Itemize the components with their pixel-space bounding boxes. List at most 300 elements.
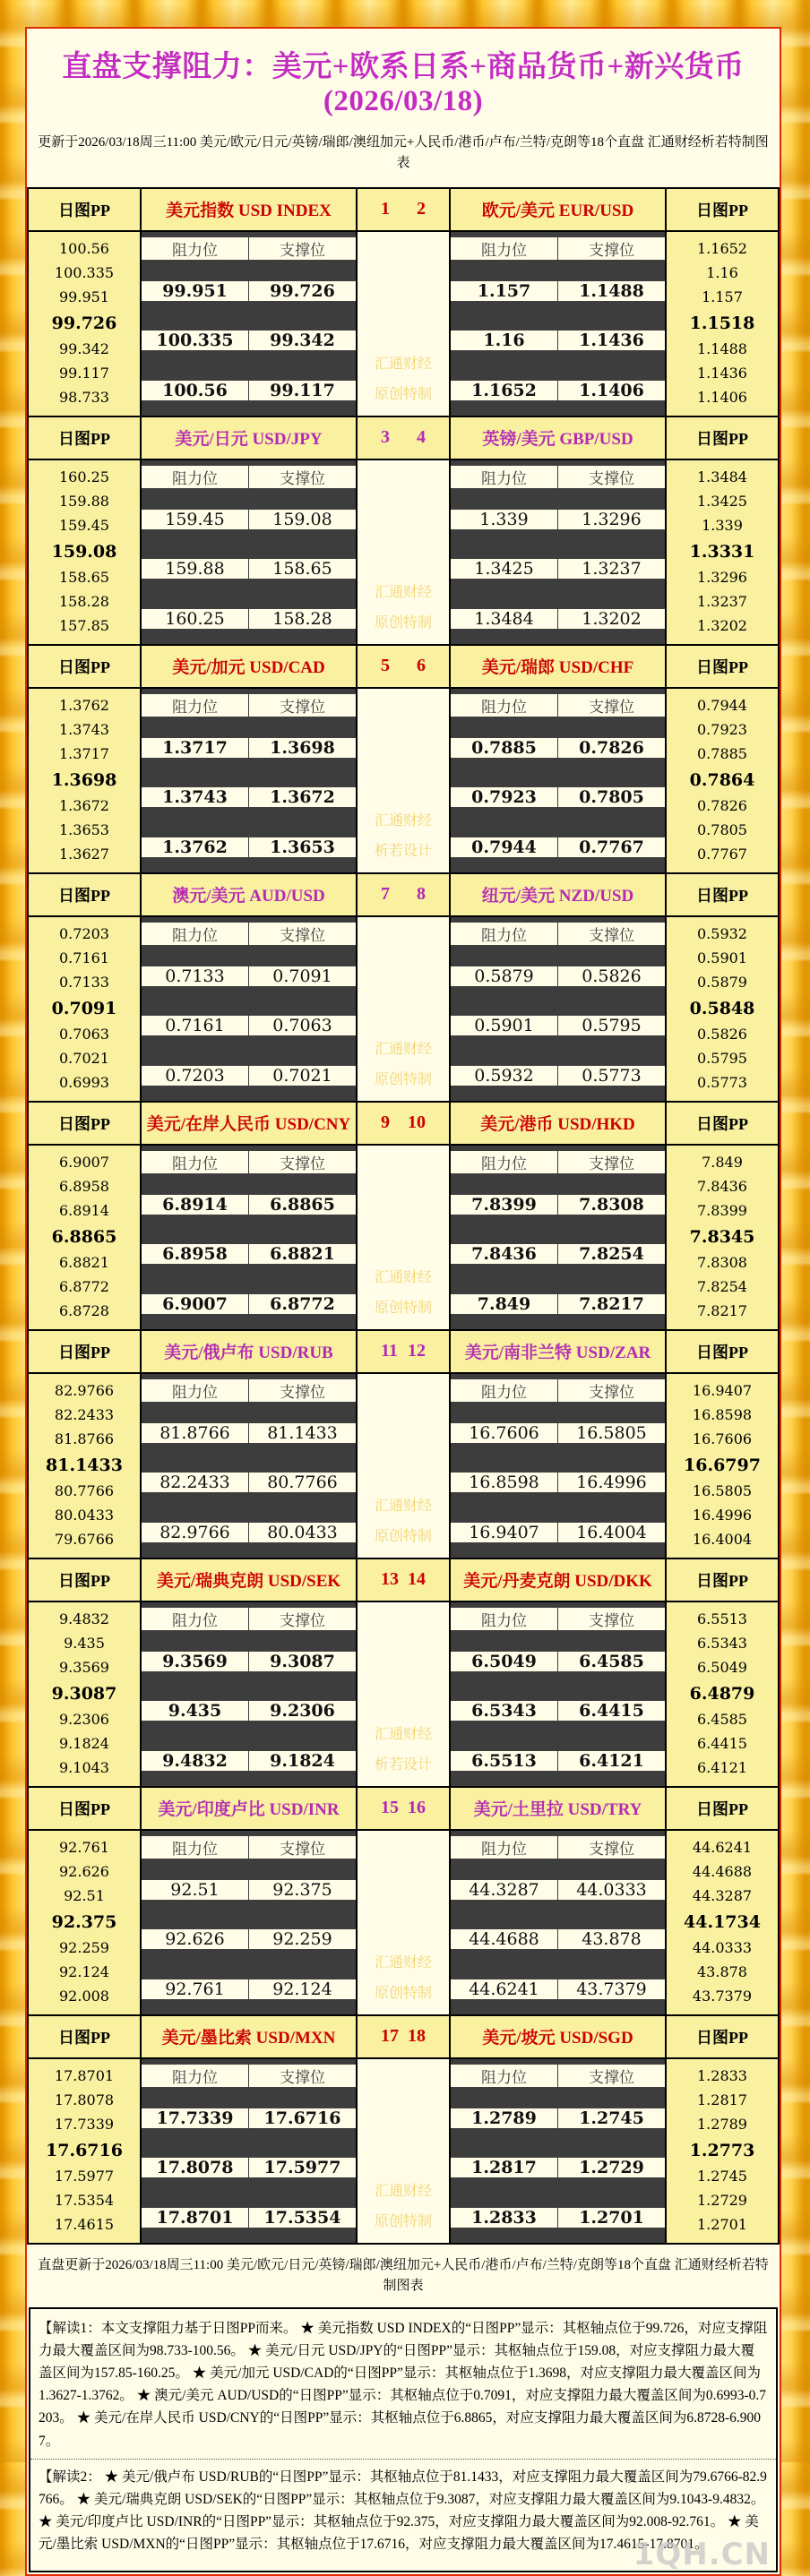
currency-pair-block xyxy=(29,1559,778,1786)
pp-value: 1.3672 xyxy=(59,796,109,814)
support-header: 支撑位 xyxy=(249,694,356,717)
pp-value: 0.5826 xyxy=(697,1025,747,1043)
resistance-value: 1.3743 xyxy=(142,787,248,807)
support-value: 16.5805 xyxy=(558,1423,665,1443)
watermark-line: 原创特制 xyxy=(374,1528,432,1544)
pp-value: 6.8728 xyxy=(59,1302,109,1320)
pp-value: 43.878 xyxy=(697,1963,747,1980)
resistance-value: 9.4832 xyxy=(142,1751,248,1771)
support-value: 1.1488 xyxy=(558,281,665,301)
pp-value: 1.157 xyxy=(702,288,743,306)
support-value: 0.5826 xyxy=(558,966,665,986)
pair-title-right: 美元/坡元 USD/SGD xyxy=(451,2016,665,2057)
levels-table-right xyxy=(451,232,665,416)
note-1: 【解读1：本文支撑阻力基于日图PP而来。 ★ 美元指数 USD INDEX的“日图PP”显示：其枢轴点位于99.726，对应支撑阻力最大覆盖区间为98.733-100.56。 ★ 美元/日元 USD/JPY的“日图PP”显示：其枢轴点位于159.08，对应支撑阻力最大覆盖区间为157.85-160.25。 ★ 美元/加元 USD/CAD的“日图PP”显示：其枢轴点位于1.3698，对应支撑阻力最大覆盖区间为1.3627-1.3762。 ★ 澳元/美元 AUD/USD的“日图PP”显示：其枢轴点位于0.7091，对应支撑阻力最大覆盖区间为0.6993-0.7203。 ★ 美元/在岸人民币 USD/CNY的“日图PP”显示：其枢轴点位于6.8865，对应支撑阻力最大覆盖区间为6.8728-6.9007。 xyxy=(39,2321,768,2449)
pp-value: 16.4004 xyxy=(692,1531,753,1549)
pair-number-right: 4 xyxy=(417,427,426,447)
pivot-value: 6.8865 xyxy=(51,1226,117,1247)
pp-value: 9.4832 xyxy=(59,1610,109,1627)
pp-column-header: 日图PP xyxy=(29,1559,140,1601)
currency-pair-block xyxy=(29,417,778,644)
resistance-header: 阻力位 xyxy=(142,1836,248,1859)
pp-value: 7.8399 xyxy=(697,1202,747,1220)
support-header: 支撑位 xyxy=(558,1836,665,1859)
pp-value: 0.7161 xyxy=(59,949,109,966)
pp-column-header: 日图PP xyxy=(29,1103,140,1144)
watermark-cell xyxy=(358,232,449,416)
watermark-line: 原创特制 xyxy=(374,1071,432,1087)
watermark-cell xyxy=(358,917,449,1101)
levels-table-left xyxy=(142,1374,356,1558)
support-resistance-grid xyxy=(27,187,780,2245)
pp-value: 9.1043 xyxy=(59,1759,109,1777)
pp-values-right xyxy=(667,1374,778,1558)
pp-value: 0.7805 xyxy=(697,821,747,838)
pp-value: 92.626 xyxy=(59,1863,109,1880)
pair-title-left: 美元/墨比索 USD/MXN xyxy=(142,2016,356,2057)
pp-value: 0.7021 xyxy=(59,1050,109,1067)
pivot-value: 99.726 xyxy=(51,313,117,333)
brand-watermark xyxy=(358,1720,449,1780)
levels-table-right xyxy=(451,1374,665,1558)
page-title: 直盘支撑阻力：美元+欧系日系+商品货币+新兴货币(2026/03/18) xyxy=(62,51,745,117)
levels-table-right xyxy=(451,1831,665,2014)
support-value: 1.3202 xyxy=(558,609,665,629)
support-value: 44.0333 xyxy=(558,1880,665,1900)
support-value: 7.8254 xyxy=(558,1244,665,1264)
watermark-line: 原创特制 xyxy=(374,1300,432,1316)
support-value: 158.65 xyxy=(249,559,356,579)
pair-title-right: 纽元/美元 NZD/USD xyxy=(451,874,665,915)
pair-index-numbers xyxy=(358,1559,449,1601)
pair-index-numbers xyxy=(358,189,449,230)
pp-value: 0.5795 xyxy=(697,1050,747,1067)
pp-value: 0.7203 xyxy=(59,924,109,942)
resistance-value: 0.7133 xyxy=(142,966,248,986)
watermark-line: 原创特制 xyxy=(374,386,432,402)
pp-values-right xyxy=(667,689,778,872)
pp-value: 7.849 xyxy=(702,1153,743,1171)
support-value: 16.4004 xyxy=(558,1523,665,1542)
support-value: 0.7767 xyxy=(558,837,665,857)
levels-table-right xyxy=(451,460,665,644)
support-value: 99.117 xyxy=(249,381,356,400)
pivot-value: 16.6797 xyxy=(684,1455,761,1475)
support-header: 支撑位 xyxy=(249,466,356,488)
pair-number-left: 17 xyxy=(381,2026,399,2046)
pp-value: 6.8958 xyxy=(59,1178,109,1195)
resistance-value: 0.7885 xyxy=(451,738,557,758)
support-header: 支撑位 xyxy=(558,1151,665,1173)
pp-value: 17.5354 xyxy=(54,2192,115,2209)
support-header: 支撑位 xyxy=(558,1608,665,1630)
pp-values-left xyxy=(29,1602,140,1786)
support-value: 1.2701 xyxy=(558,2208,665,2228)
footer-note: 直盘更新于2026/03/18周三11:00 美元/欧元/日元/英镑/瑞郎/澳纽加元+人民币/港币/卢布/兰特/克朗等18个直盘 汇通财经析若特制图表 xyxy=(38,2257,769,2293)
resistance-header: 阻力位 xyxy=(142,1608,248,1630)
support-value: 6.4121 xyxy=(558,1751,665,1771)
pp-value: 7.8308 xyxy=(697,1253,747,1271)
support-value: 7.8217 xyxy=(558,1294,665,1314)
support-header: 支撑位 xyxy=(249,237,356,260)
resistance-value: 0.5932 xyxy=(451,1066,557,1086)
resistance-value: 92.51 xyxy=(142,1880,248,1900)
pp-value: 44.4688 xyxy=(692,1863,753,1880)
pp-value: 1.2701 xyxy=(697,2216,747,2234)
support-header: 支撑位 xyxy=(558,2065,665,2087)
resistance-value: 82.9766 xyxy=(142,1523,248,1542)
pp-value: 1.2833 xyxy=(697,2066,747,2084)
support-header: 支撑位 xyxy=(249,1379,356,1402)
support-value: 1.1406 xyxy=(558,381,665,400)
resistance-value: 0.7161 xyxy=(142,1016,248,1035)
pp-values-left xyxy=(29,1374,140,1558)
pp-column-header: 日图PP xyxy=(667,2016,778,2057)
resistance-header: 阻力位 xyxy=(142,1151,248,1173)
pp-value: 1.3627 xyxy=(59,846,109,863)
resistance-value: 1.2817 xyxy=(451,2158,557,2177)
resistance-value: 7.8436 xyxy=(451,1244,557,1264)
resistance-value: 100.335 xyxy=(142,331,248,350)
pp-column-header: 日图PP xyxy=(667,417,778,459)
pp-value: 6.4121 xyxy=(697,1759,747,1777)
levels-table-left xyxy=(142,2059,356,2243)
pivot-value: 1.1518 xyxy=(689,313,755,333)
watermark-cell xyxy=(358,1831,449,2014)
pp-value: 1.1436 xyxy=(697,365,747,382)
pp-values-left xyxy=(29,232,140,416)
support-header: 支撑位 xyxy=(249,923,356,945)
pp-value: 1.2817 xyxy=(697,2091,747,2108)
watermark-line: 汇通财经 xyxy=(374,1955,432,1971)
pp-value: 1.3202 xyxy=(697,617,747,635)
support-value: 9.1824 xyxy=(249,1751,356,1771)
resistance-value: 7.8399 xyxy=(451,1195,557,1215)
support-value: 158.28 xyxy=(249,609,356,629)
pp-value: 92.51 xyxy=(64,1887,105,1905)
pp-values-left xyxy=(29,2059,140,2243)
pivot-value: 81.1433 xyxy=(46,1455,123,1475)
pp-value: 99.342 xyxy=(59,339,109,357)
support-value: 92.124 xyxy=(249,1979,356,1999)
resistance-value: 17.7339 xyxy=(142,2108,248,2128)
pivot-value: 1.3698 xyxy=(51,769,117,790)
pp-value: 16.5805 xyxy=(692,1481,753,1499)
support-value: 16.4996 xyxy=(558,1473,665,1492)
currency-pair-block xyxy=(29,1331,778,1558)
resistance-header: 阻力位 xyxy=(451,1151,557,1173)
pp-values-left xyxy=(29,1146,140,1329)
resistance-value: 16.7606 xyxy=(451,1423,557,1443)
pair-number-left: 5 xyxy=(381,656,390,675)
resistance-value: 16.9407 xyxy=(451,1523,557,1542)
pair-number-left: 7 xyxy=(381,884,390,904)
pp-values-right xyxy=(667,1602,778,1786)
support-value: 17.5977 xyxy=(249,2158,356,2177)
pp-value: 17.5977 xyxy=(54,2167,115,2185)
pp-column-header: 日图PP xyxy=(29,417,140,459)
pp-column-header: 日图PP xyxy=(667,1103,778,1144)
resistance-header: 阻力位 xyxy=(142,466,248,488)
pair-title-left: 澳元/美元 AUD/USD xyxy=(142,874,356,915)
pair-number-left: 11 xyxy=(381,1341,398,1361)
support-value: 0.7063 xyxy=(249,1016,356,1035)
support-value: 17.5354 xyxy=(249,2208,356,2228)
support-value: 9.2306 xyxy=(249,1701,356,1721)
support-value: 0.7805 xyxy=(558,787,665,807)
pair-index-numbers xyxy=(358,1788,449,1829)
pair-title-right: 美元/南非兰特 USD/ZAR xyxy=(451,1331,665,1372)
resistance-value: 6.5049 xyxy=(451,1652,557,1671)
levels-table-left xyxy=(142,917,356,1101)
pp-value: 1.2729 xyxy=(697,2192,747,2209)
support-header: 支撑位 xyxy=(249,1608,356,1630)
resistance-value: 6.9007 xyxy=(142,1294,248,1314)
support-value: 6.4585 xyxy=(558,1652,665,1671)
pp-value: 17.8701 xyxy=(54,2066,115,2084)
pp-value: 7.8254 xyxy=(697,1278,747,1295)
levels-table-right xyxy=(451,1146,665,1329)
pair-number-right: 6 xyxy=(417,656,426,675)
watermark-cell xyxy=(358,460,449,644)
pivot-value: 1.2773 xyxy=(689,2140,755,2160)
pp-value: 16.7606 xyxy=(692,1430,753,1448)
pp-column-header: 日图PP xyxy=(29,189,140,230)
pp-value: 100.335 xyxy=(54,264,115,281)
pp-column-header: 日图PP xyxy=(29,646,140,687)
pair-index-numbers xyxy=(358,1331,449,1372)
pair-title-right: 欧元/美元 EUR/USD xyxy=(451,189,665,230)
pp-value: 1.3653 xyxy=(59,821,109,838)
pp-value: 1.2789 xyxy=(697,2116,747,2134)
pp-value: 9.3569 xyxy=(59,1659,109,1677)
pp-column-header: 日图PP xyxy=(29,2016,140,2057)
support-value: 6.4415 xyxy=(558,1701,665,1721)
pp-value: 44.0333 xyxy=(692,1938,753,1956)
pp-column-header: 日图PP xyxy=(29,1788,140,1829)
support-header: 支撑位 xyxy=(558,694,665,717)
pp-value: 158.65 xyxy=(59,568,109,586)
levels-table-left xyxy=(142,232,356,416)
pp-value: 0.7826 xyxy=(697,796,747,814)
main-panel xyxy=(25,27,781,2576)
pp-values-left xyxy=(29,1831,140,2014)
resistance-header: 阻力位 xyxy=(451,2065,557,2087)
resistance-value: 1.3425 xyxy=(451,559,557,579)
support-value: 1.3237 xyxy=(558,559,665,579)
resistance-value: 6.5343 xyxy=(451,1701,557,1721)
pp-value: 16.9407 xyxy=(692,1381,753,1399)
pp-value: 0.7923 xyxy=(697,721,747,738)
pair-number-right: 18 xyxy=(408,2026,426,2046)
pair-index-numbers xyxy=(358,646,449,687)
pair-title-left: 美元/在岸人民币 USD/CNY xyxy=(142,1103,356,1144)
pair-number-left: 1 xyxy=(381,199,390,219)
support-value: 159.08 xyxy=(249,510,356,529)
resistance-header: 阻力位 xyxy=(451,466,557,488)
pp-value: 79.6766 xyxy=(54,1531,115,1549)
watermark-line: 原创特制 xyxy=(374,614,432,631)
pp-value: 44.3287 xyxy=(692,1887,753,1905)
brand-watermark xyxy=(358,1491,449,1551)
support-header: 支撑位 xyxy=(558,923,665,945)
resistance-value: 1.157 xyxy=(451,281,557,301)
pp-column-header: 日图PP xyxy=(667,1788,778,1829)
pp-value: 92.259 xyxy=(59,1938,109,1956)
resistance-header: 阻力位 xyxy=(142,237,248,260)
pp-value: 160.25 xyxy=(59,468,109,485)
resistance-header: 阻力位 xyxy=(451,694,557,717)
watermark-line: 析若设计 xyxy=(374,1756,432,1773)
pair-number-right: 8 xyxy=(417,884,426,904)
pp-value: 0.7133 xyxy=(59,974,109,992)
pivot-value: 159.08 xyxy=(51,541,117,562)
pp-value: 9.2306 xyxy=(59,1710,109,1728)
support-value: 92.259 xyxy=(249,1929,356,1949)
support-value: 9.3087 xyxy=(249,1652,356,1671)
resistance-value: 160.25 xyxy=(142,609,248,629)
pivot-value: 9.3087 xyxy=(51,1683,117,1704)
resistance-value: 16.8598 xyxy=(451,1473,557,1492)
resistance-value: 0.5879 xyxy=(451,966,557,986)
support-value: 43.7379 xyxy=(558,1979,665,1999)
pp-value: 0.7063 xyxy=(59,1025,109,1043)
watermark-line: 汇通财经 xyxy=(374,356,432,373)
resistance-value: 1.2789 xyxy=(451,2108,557,2128)
resistance-value: 159.45 xyxy=(142,510,248,529)
pair-title-right: 美元/瑞郎 USD/CHF xyxy=(451,646,665,687)
support-header: 支撑位 xyxy=(558,466,665,488)
pair-number-left: 15 xyxy=(381,1798,399,1817)
levels-table-left xyxy=(142,1602,356,1786)
pp-value: 43.7379 xyxy=(692,1988,753,2005)
brand-watermark xyxy=(358,1035,449,1095)
pair-number-left: 9 xyxy=(381,1112,390,1132)
pair-index-numbers xyxy=(358,417,449,459)
pp-value: 82.2433 xyxy=(54,1406,115,1423)
resistance-value: 159.88 xyxy=(142,559,248,579)
watermark-line: 汇通财经 xyxy=(374,1727,432,1743)
pp-value: 1.3762 xyxy=(59,696,109,714)
watermark-cell xyxy=(358,2059,449,2243)
support-value: 1.3672 xyxy=(249,787,356,807)
pivot-value: 0.5848 xyxy=(689,998,755,1018)
resistance-value: 17.8078 xyxy=(142,2158,248,2177)
support-value: 0.5773 xyxy=(558,1066,665,1086)
analysis-notes xyxy=(29,2307,778,2572)
pp-value: 98.733 xyxy=(59,389,109,407)
watermark-line: 原创特制 xyxy=(374,1985,432,2001)
note-2: 【解读2： ★ 美元/俄卢布 USD/RUB的“日图PP”显示：其枢轴点位于81.1433，对应支撑阻力最大覆盖区间为79.6766-82.9766。 ★ 美元/瑞典克朗 USD/SEK的“日图PP”显示：其枢轴点位于9.3087，对应支撑阻力最大覆盖区间为9.1043-9.4832。 ★ 美元/印度卢比 USD/INR的“日图PP”显示：其枢轴点位于92.375，对应支撑阻力最大覆盖区间为92.008-92.761。 ★ 美元/墨比索 USD/MXN的“日图PP”显示：其枢轴点位于17.6716，对应支撑阻力最大覆盖区间为17.4615-17.8701。 xyxy=(39,2469,767,2552)
levels-table-left xyxy=(142,1146,356,1329)
pp-value: 81.8766 xyxy=(54,1430,115,1448)
pp-column-header: 日图PP xyxy=(29,874,140,915)
pp-values-left xyxy=(29,460,140,644)
pivot-value: 0.7091 xyxy=(51,998,117,1018)
resistance-value: 44.4688 xyxy=(451,1929,557,1949)
resistance-value: 7.849 xyxy=(451,1294,557,1314)
resistance-value: 9.435 xyxy=(142,1701,248,1721)
resistance-value: 0.7203 xyxy=(142,1066,248,1086)
support-value: 0.5795 xyxy=(558,1016,665,1035)
support-value: 17.6716 xyxy=(249,2108,356,2128)
pp-value: 99.117 xyxy=(59,365,109,382)
resistance-value: 1.339 xyxy=(451,510,557,529)
currency-pair-block xyxy=(29,1103,778,1329)
pp-value: 6.8772 xyxy=(59,1278,109,1295)
currency-pair-block xyxy=(29,189,778,416)
pair-title-left: 美元/印度卢比 USD/INR xyxy=(142,1788,356,1829)
pair-number-right: 12 xyxy=(408,1341,426,1361)
pp-value: 82.9766 xyxy=(54,1381,115,1399)
support-value: 1.3653 xyxy=(249,837,356,857)
pp-values-left xyxy=(29,917,140,1101)
levels-table-left xyxy=(142,689,356,872)
pp-value: 159.45 xyxy=(59,517,109,535)
pair-number-right: 2 xyxy=(417,199,426,219)
watermark-line: 汇通财经 xyxy=(374,585,432,601)
pp-value: 100.56 xyxy=(59,239,109,257)
pp-value: 17.8078 xyxy=(54,2091,115,2108)
resistance-header: 阻力位 xyxy=(451,1836,557,1859)
pp-value: 16.4996 xyxy=(692,1507,753,1524)
pp-value: 158.28 xyxy=(59,593,109,610)
pivot-value: 44.1734 xyxy=(684,1911,761,1932)
pair-index-numbers xyxy=(358,874,449,915)
support-value: 43.878 xyxy=(558,1929,665,1949)
resistance-value: 9.3569 xyxy=(142,1652,248,1671)
pivot-value: 7.8345 xyxy=(689,1226,755,1247)
watermark-line: 汇通财经 xyxy=(374,2184,432,2200)
pp-values-right xyxy=(667,917,778,1101)
support-value: 99.726 xyxy=(249,281,356,301)
watermark-cell xyxy=(358,1146,449,1329)
resistance-header: 阻力位 xyxy=(451,1379,557,1402)
watermark-cell xyxy=(358,689,449,872)
support-header: 支撑位 xyxy=(249,1836,356,1859)
pp-value: 9.1824 xyxy=(59,1735,109,1752)
pp-value: 6.9007 xyxy=(59,1153,109,1171)
resistance-value: 44.6241 xyxy=(451,1979,557,1999)
support-header: 支撑位 xyxy=(249,2065,356,2087)
support-value: 6.8772 xyxy=(249,1294,356,1314)
support-value: 80.0433 xyxy=(249,1523,356,1542)
pair-title-right: 美元/土里拉 USD/TRY xyxy=(451,1788,665,1829)
support-header: 支撑位 xyxy=(558,237,665,260)
pivot-value: 0.7864 xyxy=(689,769,755,790)
pp-values-right xyxy=(667,232,778,416)
support-value: 99.342 xyxy=(249,331,356,350)
resistance-value: 1.16 xyxy=(451,331,557,350)
levels-table-right xyxy=(451,689,665,872)
pp-value: 7.8436 xyxy=(697,1178,747,1195)
pivot-value: 92.375 xyxy=(51,1911,117,1932)
levels-table-right xyxy=(451,917,665,1101)
support-value: 1.3296 xyxy=(558,510,665,529)
pp-value: 1.16 xyxy=(706,264,738,281)
support-value: 6.8865 xyxy=(249,1195,356,1215)
pair-title-left: 美元/日元 USD/JPY xyxy=(142,417,356,459)
pp-value: 1.1406 xyxy=(697,389,747,407)
pivot-value: 17.6716 xyxy=(46,2140,123,2160)
pp-value: 6.5049 xyxy=(697,1659,747,1677)
watermark-line: 析若设计 xyxy=(374,843,432,859)
resistance-value: 6.8914 xyxy=(142,1195,248,1215)
pair-index-numbers xyxy=(358,1103,449,1144)
resistance-header: 阻力位 xyxy=(142,2065,248,2087)
pp-values-left xyxy=(29,689,140,872)
pp-column-header: 日图PP xyxy=(667,1559,778,1601)
